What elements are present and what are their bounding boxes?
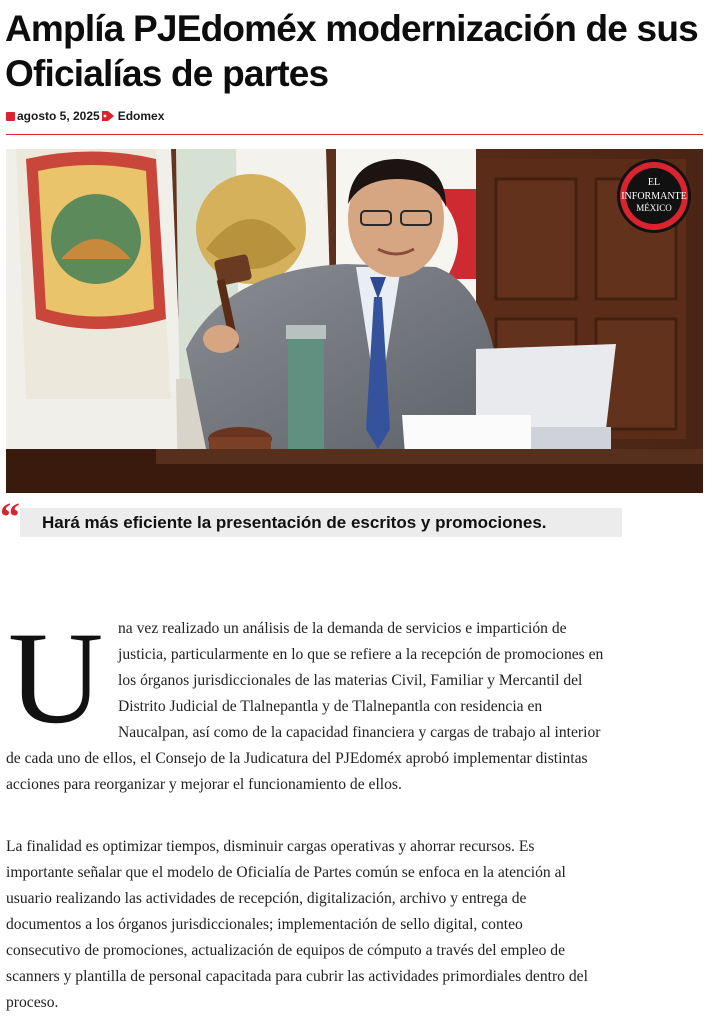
- paragraph2-line: La finalidad es optimizar tiempos, disminuir cargas operativas y ahorrar recursos. Es: [6, 838, 535, 855]
- pull-quote: Hará más eficiente la presentación de escritos y promociones.: [20, 508, 622, 537]
- paragraph1-line: justicia, particularmente en lo que se refiere a la recepción de promociones en: [118, 646, 604, 663]
- calendar-icon: [6, 112, 15, 121]
- paragraph2-line: proceso.: [6, 994, 59, 1011]
- article-category[interactable]: Edomex: [117, 109, 165, 123]
- paragraph1-line: los órganos jurisdiccionales de las materias Civil, Familiar y Mercantil del: [118, 672, 583, 689]
- paragraph2-line: scanners y plantilla de personal capacitada para cubrir las actividades primordiales dentro del: [6, 968, 588, 985]
- drop-cap: U: [8, 604, 104, 751]
- title-divider: [6, 134, 703, 135]
- article-title: Amplía PJEdoméx modernización de sus Oficialías de partes: [5, 8, 698, 94]
- paragraph1-line: de cada uno de ellos, el Consejo de la Judicatura del PJEdoméx aprobó implementar distintas: [6, 750, 588, 767]
- watermark-line2: INFORMANTE: [621, 191, 687, 202]
- article-photo: [6, 149, 703, 493]
- paragraph1-line: acciones para reorganizar y mejorar el funcionamiento de ellos.: [6, 776, 402, 793]
- paragraph1-line: na vez realizado un análisis de la demanda de servicios e impartición de: [118, 620, 567, 637]
- article-date[interactable]: agosto 5, 2025: [17, 109, 100, 123]
- quote-icon: “: [0, 494, 20, 539]
- paragraph2-line: consecutivo de promociones, actualización de equipos de cómputo a través del empleo de: [6, 942, 566, 959]
- paragraph2-line: documentos a los órganos jurisdiccionales; implementación de sello digital, conteo: [6, 916, 523, 933]
- paragraph2-line: usuario realizando las actividades de recepción, digitalización, archivo y entrega de: [6, 890, 527, 907]
- paragraph1-line: Naucalpan, así como de la capacidad financiera y cargas de trabajo al interior: [118, 724, 601, 741]
- watermark-line1: EL: [647, 177, 661, 188]
- watermark-line3: MÉXICO: [636, 203, 672, 213]
- tag-icon: [101, 110, 115, 122]
- paragraph1-line: Distrito Judicial de Tlalnepantla y de Tlalnepantla con residencia en: [118, 698, 543, 715]
- paragraph2-line: importante señalar que el modelo de Oficialía de Partes común se enfoca en la atención al: [6, 864, 566, 881]
- article-meta: [6, 108, 164, 124]
